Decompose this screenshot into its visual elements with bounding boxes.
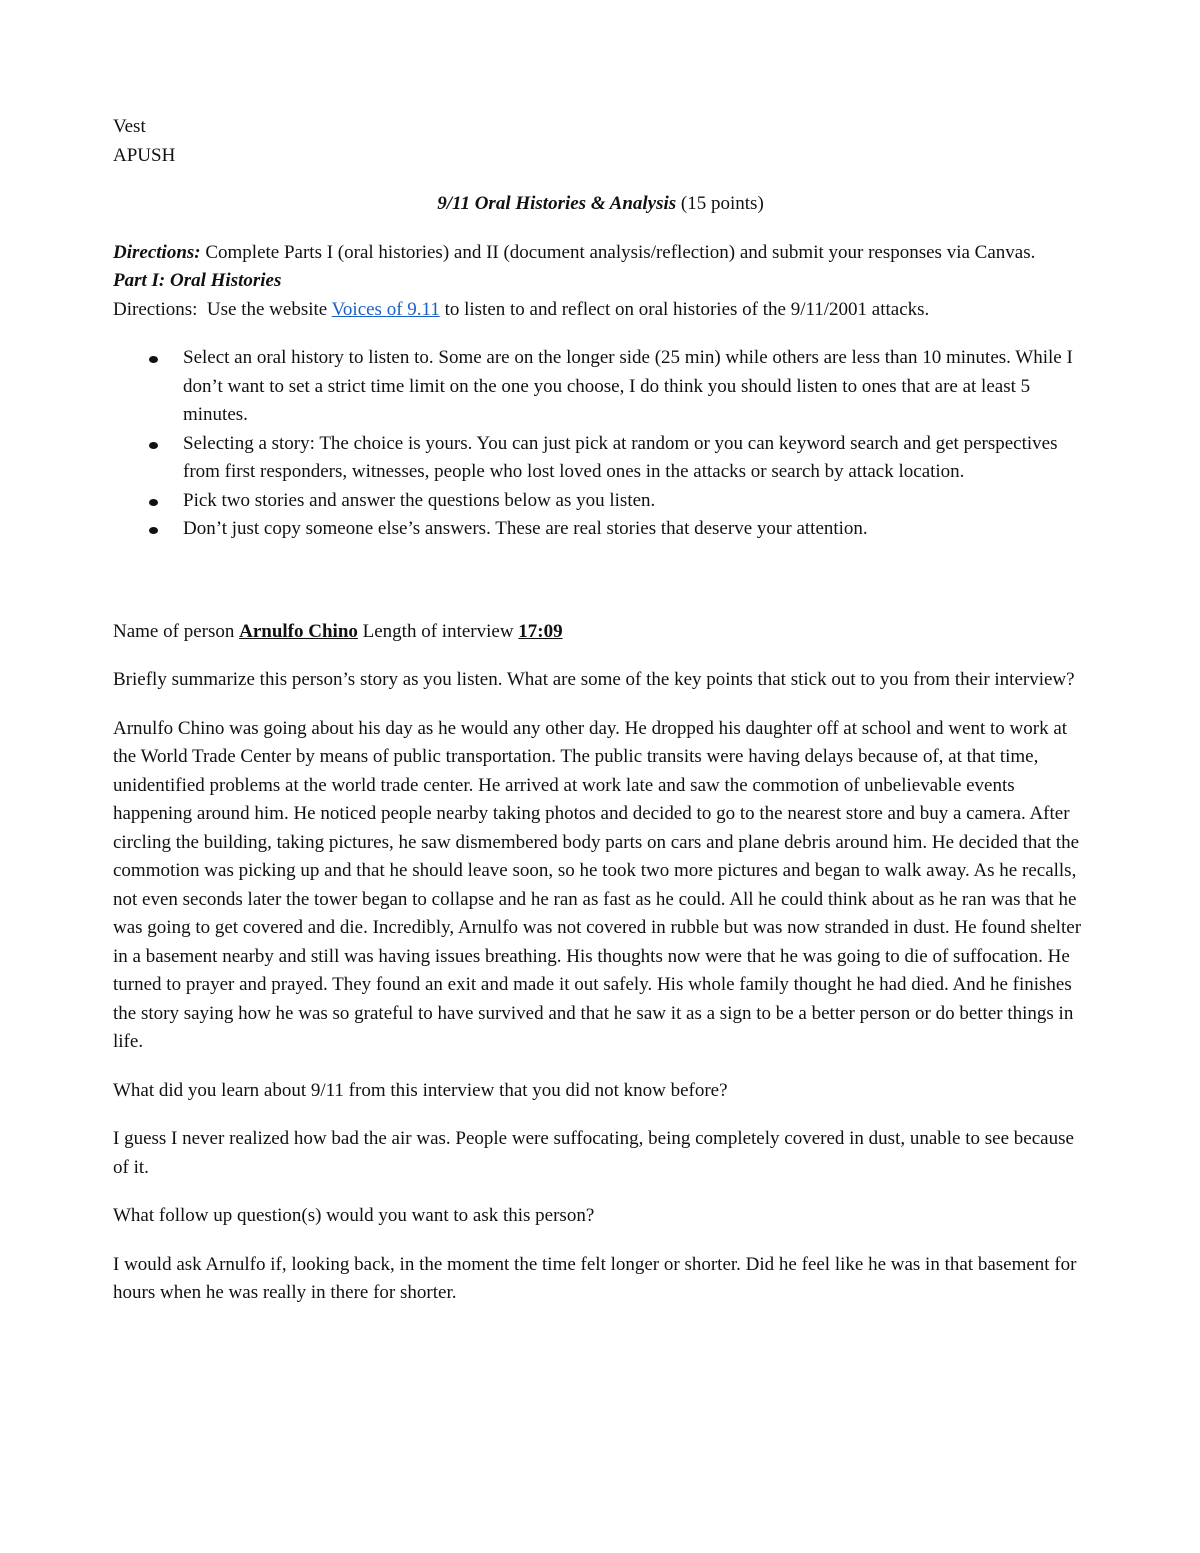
list-item-text: Selecting a story: The choice is yours. You can just pick at random or you can keyword search and get perspectives from first responders, witnesses, people who lost loved ones in the attacks or search by attack location. (183, 432, 1058, 482)
question-followup: What follow up question(s) would you want to ask this person? (113, 1205, 595, 1226)
directions-paragraph (113, 239, 1088, 268)
part1-directions-before: Directions: Use the website (113, 298, 332, 320)
directions-text: Complete Parts I (oral histories) and II (document analysis/reflection) and submit your responses via Canvas. (205, 241, 1036, 263)
directions-label: Directions: (113, 241, 201, 263)
interview-info (113, 618, 1088, 647)
instruction-list (113, 344, 1088, 544)
answer-summary: Arnulfo Chino was going about his day as he would any other day. He dropped his daughter off at school and went to work at the World Trade Center by means of public transportation. The public transits were having delays because of, at that time, unidentified problems at the world trade center. He arrived at work late and saw the commotion of unbelievable events happening around him. He noticed people nearby taking photos and decided to go to the nearest store and buy a camera. After circling the building, taking pictures, he saw dismembered body parts on cars and plane debris around him. He decided that the commotion was picking up and that he should leave soon, so he took two more pictures and began to walk away. As he recalls, not even seconds later the tower began to collapse and he ran as fast as he could. All he could think about as he ran was that he was going to get covered and die. Incredibly, Arnulfo was not covered in rubble but was now stranded in dust. He found shelter in a basement nearby and still was having issues breathing. His thoughts now were that he was going to die of suffocation. He turned to prayer and prayed. They found an exit and made it out safely. His whole family thought he had died. And he finishes the story saying how he was so grateful to have survived and that he saw it as a sign to be a better person or do better things in life. (113, 717, 1082, 1052)
title-points: (15 points) (680, 193, 764, 214)
name-label: Name of person (113, 620, 240, 642)
question-summary: Briefly summarize this person’s story as you listen. What are some of the key points that stick out to you from their interview? (113, 669, 1075, 690)
list-item-text: Don’t just copy someone else’s answers. These are real stories that deserve your attention. (183, 518, 868, 539)
list-item (113, 515, 1088, 544)
question-learned: What did you learn about 9/11 from this interview that you did not know before? (113, 1079, 728, 1101)
interviewee-name: Arnulfo Chino (239, 620, 358, 642)
part1-heading: Part I: Oral Histories (113, 270, 282, 291)
part1-directions (113, 296, 1088, 325)
bullet-icon (149, 442, 158, 449)
length-label: Length of interview (357, 620, 519, 642)
voices-link[interactable]: Voices of 9.11 (331, 298, 440, 320)
bullet-icon (149, 499, 158, 506)
answer-followup: I would ask Arnulfo if, looking back, in the moment the time felt longer or shorter. Did he feel like he was in that basement for hours when he was really in there for shorter. (113, 1253, 1077, 1303)
answer-learned: I guess I never realized how bad the air was. People were suffocating, being completely covered in dust, unable to see because of it. (113, 1128, 1074, 1178)
list-item (113, 487, 1088, 516)
bullet-icon (149, 356, 158, 363)
document-title (113, 190, 1088, 219)
part1-directions-after: to listen to and reflect on oral histories of the 9/11/2001 attacks. (439, 298, 930, 320)
course-name: APUSH (113, 144, 176, 166)
interview-length: 17:09 (518, 620, 563, 642)
list-item (113, 344, 1088, 430)
bullet-icon (149, 527, 158, 534)
teacher-name: Vest (113, 116, 146, 137)
list-item-text: Pick two stories and answer the questions below as you listen. (183, 489, 656, 511)
list-item (113, 430, 1088, 487)
title-main: 9/11 Oral Histories & Analysis (437, 193, 677, 214)
document-page (113, 113, 1088, 1308)
list-item-text: Select an oral history to listen to. Some are on the longer side (25 min) while others are less than 10 minutes. While I don’t want to set a strict time limit on the one you choose, I do think you should listen to ones that are at least 5 minutes. (183, 347, 1073, 425)
